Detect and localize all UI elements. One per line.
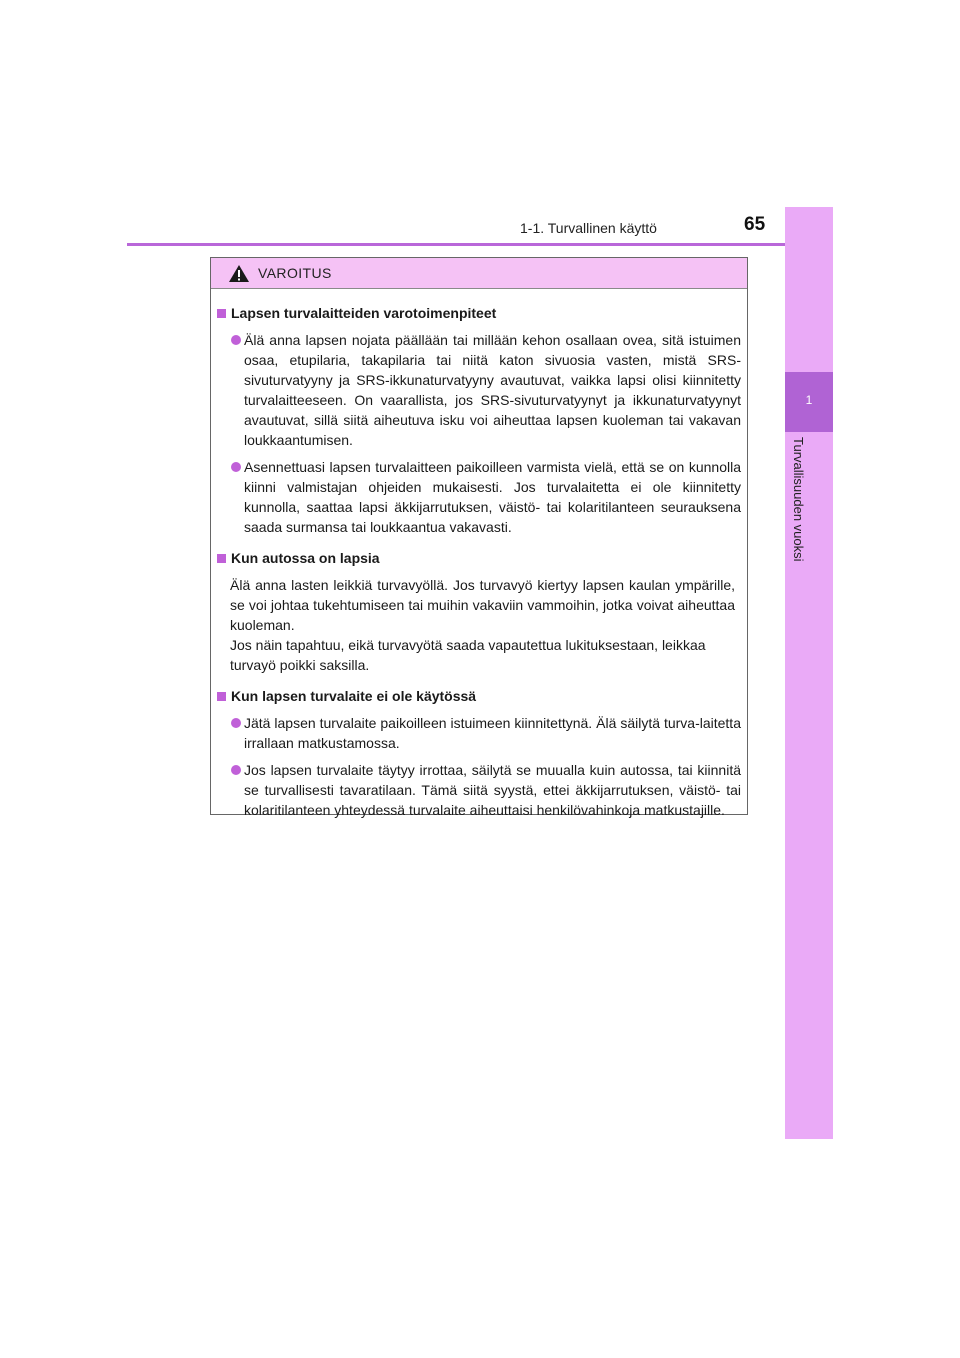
circle-bullet-icon [231, 335, 241, 345]
section-title-text: Kun lapsen turvalaite ei ole käytössä [231, 688, 477, 704]
chapter-number: 1 [805, 393, 813, 407]
section-title [217, 303, 741, 323]
bullet-text: Älä anna lapsen nojata päällään tai millään kehon osallaan ovea, sitä istuimen osaa, etupilaria, takapilaria tai niitä katon sivuosia vasten, mistä SRS-sivuturvatyyny ja SRS-ikkunaturvatyyny avautuvat, vaikka lapsi olisi kiinnitetty turvalaitteeseen. On vaarallista, jos SRS-sivuturvatyynyt ja ikkunaturvatyynyt avautuvat, sillä siitä aiheutuva isku voi aiheuttaa lapsen kuoleman tai vakavan loukkaantumisen. [244, 332, 741, 448]
section-title [217, 548, 741, 568]
bullet-text: Jätä lapsen turvalaite paikoilleen istuimeen kiinnitettynä. Älä säilytä turva-laitetta irrallaan matkustamossa. [244, 715, 741, 751]
running-header: 1-1. Turvallinen käyttö [520, 220, 657, 236]
chapter-side-tab [785, 207, 833, 1139]
section-title-text: Lapsen turvalaitteiden varotoimenpiteet [231, 305, 497, 321]
warning-title: VAROITUS [258, 265, 332, 281]
square-bullet-icon [217, 309, 226, 318]
warning-body [211, 289, 747, 820]
square-bullet-icon [217, 692, 226, 701]
bullet-text: Jos lapsen turvalaite täytyy irrottaa, säilytä se muualla kuin autossa, tai kiinnitä se turvallisesti tavaratilaan. Tämä siitä syystä, ettei äkkijarrutuksen, väistö- tai kolaritilanteen yhteydessä turvalaite aiheuttaisi henkilövahinkoja matkustajille. [244, 762, 741, 818]
warning-triangle-icon [228, 264, 250, 283]
square-bullet-icon [217, 554, 226, 563]
bullet-item [217, 760, 741, 820]
paragraph: Älä anna lasten leikkiä turvavyöllä. Jos turvavyö kiertyy lapsen kaulan ympärille, se voi johtaa tukehtumiseen tai muihin vakaviin vammoihin, jotka voivat aiheuttaa kuoleman. [230, 577, 735, 633]
circle-bullet-icon [231, 718, 241, 728]
circle-bullet-icon [231, 462, 241, 472]
circle-bullet-icon [231, 765, 241, 775]
chapter-title: Turvallisuuden vuoksi [791, 437, 806, 562]
bullet-item [217, 330, 741, 450]
header-rule [127, 243, 833, 246]
paragraph: Jos näin tapahtuu, eikä turvavyötä saada vapautettua lukituksestaan, leikkaa turvayö poikki saksilla. [230, 637, 706, 673]
bullet-item [217, 457, 741, 537]
section-title-text: Kun autossa on lapsia [231, 550, 380, 566]
warning-header [211, 258, 747, 289]
page-number: 65 [744, 214, 766, 235]
bullet-item [217, 713, 741, 753]
bullet-text: Asennettuasi lapsen turvalaitteen paikoilleen varmista vielä, että se on kunnolla kiinni valmistajan ohjeiden mukaisesti. Jos turvalaitetta ei ole kiinnitetty kunnolla, saattaa lapsi äkkijarrutuksen, väistö- tai kolaritilanteen seurauksena saada surmansa tai loukkaantua vakavasti. [244, 459, 741, 535]
warning-box [210, 257, 748, 818]
section-title [217, 686, 741, 706]
